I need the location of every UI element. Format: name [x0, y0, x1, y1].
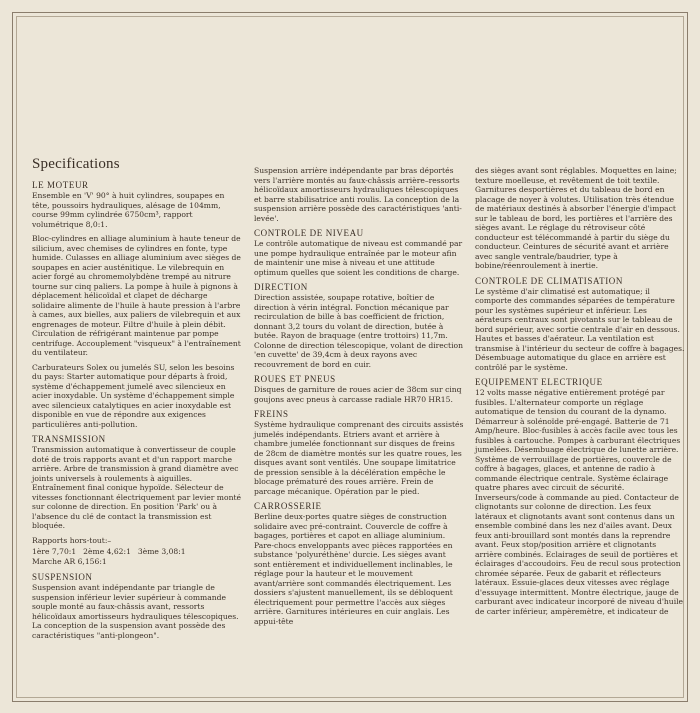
niveau-paragraph: Le contrôle automatique de niveau est commandé par une pompe hydraulique entraînée par le moteur afin de maintenir une mise à niveau et une attitude optimum quelles que soient les conditions de charge.	[254, 239, 463, 277]
moteur-paragraph-2: Bloc-cylindres en alliage aluminium à haute teneur de silicium, avec chemises de cylindres en fonte, type humide. Culasses en alliage aluminium avec sièges de soupapes en acier austénitique. Le vilebrequin en acier forgé au chromemolybdène trempé au nitrure tourne sur cinq paliers. La pompe à huile à pignons à déplacement hélicoïdal et clapet de décharge solidaire alimente de l'huile à haute pression à l'arbre à cames, aux bielles, aux paliers de vilebrequin et aux engrenages de moteur. Filtre d'huile à plein débit. Circulation de réfrigérant maintenue par pompe centrifuge. Accouplement "visqueux" à l'entraînement du ventilateur.	[32, 234, 241, 357]
gear-ratio-1: 1ère 7,70:1	[32, 547, 77, 556]
section-title-roues: ROUES ET PNEUS	[254, 374, 336, 384]
direction-paragraph: Direction assistée, soupape rotative, boîtier de direction à vérin intégral. Fonction mécanique par recirculation de bille à bas coefficient de friction, donnant 3,2 tours du volant de direction, butée à butée. Rayon de braquage (entre trottoirs) 11,7m. Colonne de direction télescopique, volant de direction 'en cuvette' de 39,4cm à deux rayons avec recouvrement de bord en cuir.	[254, 293, 463, 369]
column-3	[475, 166, 685, 621]
section-title-freins: FREINS	[254, 409, 289, 419]
section-title-carrosserie: CARROSSERIE	[254, 501, 322, 511]
section-title-suspension: SUSPENSION	[32, 572, 93, 582]
carrosserie-paragraph: Berline deux-portes quatre sièges de construction solidaire avec pré-contraint. Couvercle de coffre à bagages, portières et capot en alliage aluminium. Pare-chocs enveloppants avec pièces rapportées en substance 'polyuréthène' durcie. Les sièges avant sont entièrement et individuellement inclinables, le réglage pour la hauteur et le mouvement avant/arrière sont commandés électriquement. Les dossiers s'ajustent manuellement, ils se débloquent électriquement pour permettre l'accès aux sièges arrière. Garnitures intérieures en cuir anglais. Les appui-tête	[254, 512, 453, 626]
electrique-paragraph: 12 volts masse négative entièrement protégé par fusibles. L'alternateur comporte un réglage automatique de tension du courant de la dynamo. Démarreur à solénoïde pré-engagé. Batterie de 71 Amp/heure. Bloc-fusibles à accès facile avec tous les fusibles à cartouche. Pompes à carburant électriques jumelées. Désembuage électrique de lunette arrière. Système de verrouillage de portières, couvercle de coffre à bagages, glaces, et antenne de radio à commande électrique centrale. Système éclairage quatre phares avec circuit de sécurité. Inverseurs/code à commande au pied. Contacteur de clignotants sur colonne de direction. Les feux latéraux et clignotants avant sont contenus dans un ensemble combiné dans les nez d'ailes avant. Deux feux anti-brouillard sont montés dans la reprendre avant. Feux stop/position arrière et clignotants arrière combinés. Eclairages de seuil de portières et éclairages d'accoudoirs. Feu de recul sous protection chromée séparée. Feux de gabarit et réflecteurs latéraux. Essuie-glaces deux vitesses avec réglage d'essuyage intermittent. Montre électrique, jauge de carburant avec indicateur incorporé de niveau d'huile de carter inférieur, ampèremètre, et indicateur de	[475, 388, 684, 616]
moteur-paragraph-1: Ensemble en 'V' 90° à huit cylindres, soupapes en tête, poussoirs hydrauliques, alésage de 104mm, course 99mm cylindrée 6750cm³, rapport volumétrique 8,0:1.	[32, 191, 225, 229]
roues-paragraph: Disques de garniture de roues acier de 38cm sur cinq goujons avec pneus à carcasse radiale HR70 HR15.	[254, 385, 462, 404]
column-1	[32, 180, 242, 645]
freins-paragraph: Système hydraulique comprenant des circuits assistés jumelés indépendants. Etriers avant et arrière à chambre jumelée fonctionnant sur disques de freins de 28cm de diamètre montés sur les quatre roues, les disques avant sont ventilés. Une soupape limitatrice de pression sensible à la décélération empêche le blocage prématuré des roues arrière. Frein de parcage mécanique. Opération par le pied.	[254, 420, 464, 496]
section-title-niveau: CONTROLE DE NIVEAU	[254, 228, 364, 238]
suspension-paragraph-2: Suspension arrière indépendante par bras déportés vers l'arrière montés au faux-châssis arrière–ressorts hélicoïdaux amortisseurs hydrauliques télescopiques et barre stabilisatrice anti roulis. La conception de la suspension arrière possède des caractéristiques 'anti-levée'.	[254, 166, 462, 223]
page-title: Specifications	[32, 156, 120, 172]
suspension-paragraph-1: Suspension avant indépendante par triangle de suspension inférieur levier supérieur à commande souple monté au faux-châssis avant, ressorts hélicoïdaux amortisseurs hydrauliques télescopiques. La conception de la suspension avant possède des caractéristiques "anti-plongeon".	[32, 583, 239, 640]
gear-ratio-reverse: Marche AR 6,156:1	[32, 556, 107, 566]
section-title-moteur: LE MOTEUR	[32, 180, 89, 190]
column-2	[254, 166, 464, 631]
transmission-paragraph: Transmission automatique à convertisseur de couple doté de trois rapports avant et d'un rapport marche arrière. Arbre de transmission à grand diamètre avec joints universels à roulements à aiguilles. Entraînement final conique hypoïde. Sélecteur de vitesses fonctionnant électriquement par levier monté sur colonne de direction. En position 'Park' ou à l'absence du clé de contact la transmission est bloquée.	[32, 445, 242, 530]
gear-ratio-2: 2ème 4,62:1	[83, 547, 131, 556]
climatisation-paragraph: Le système d'air climatisé est automatique; il comporte des commandes séparées de température pour les systèmes supérieur et inférieur. Les aérateurs centraux sont pivotants sur le tableau de bord supérieur, avec sortie centrale d'air en dessous. Hautes et basses d'aérateur. La ventilation est transmise à l'intérieur du secteur de coffre à bagages. Désembuage automatique du glace en arrière est contrôlé par le système.	[475, 286, 685, 372]
gear-ratios-title: Rapports hors-tout:–	[32, 535, 112, 545]
section-title-direction: DIRECTION	[254, 282, 308, 292]
section-title-climatisation: CONTROLE DE CLIMATISATION	[475, 275, 623, 286]
gear-ratios-row	[32, 547, 242, 557]
carrosserie-paragraph-2: des sièges avant sont réglables. Moquettes en laine; texture moelleuse, et revêtement de toit textile. Garnitures desportières et du tableau de bord en placage de noyer à volutes. Utilisation très étendue de matériaux destinés à absorber l'énergie d'impact sur le tableau de bord, les portières et l'arrière des sièges avant. Le réglage du rétroviseur côté conducteur est télécommandé à partir du siège du conducteur. Ceintures de sécurité avant et arrière avec sangle ventrale/baudrier, type à bobine/réenroulement à inertie.	[475, 166, 677, 270]
gear-ratio-3: 3ème 3,08:1	[137, 547, 186, 556]
section-title-electrique: EQUIPEMENT ELECTRIQUE	[475, 377, 603, 387]
moteur-paragraph-3: Carburateurs Solex ou jumelés SU, selon les besoins du pays: Starter automatique pour départs à froid, système d'échappement jumelé avec silencieux en acier inoxydable. Un système d'échappement simple avec silencieux catalytiques en acier inoxydable est disponible en vue de répondre aux exigences particulières anti-pollution.	[32, 362, 235, 429]
section-title-transmission: TRANSMISSION	[32, 434, 106, 444]
